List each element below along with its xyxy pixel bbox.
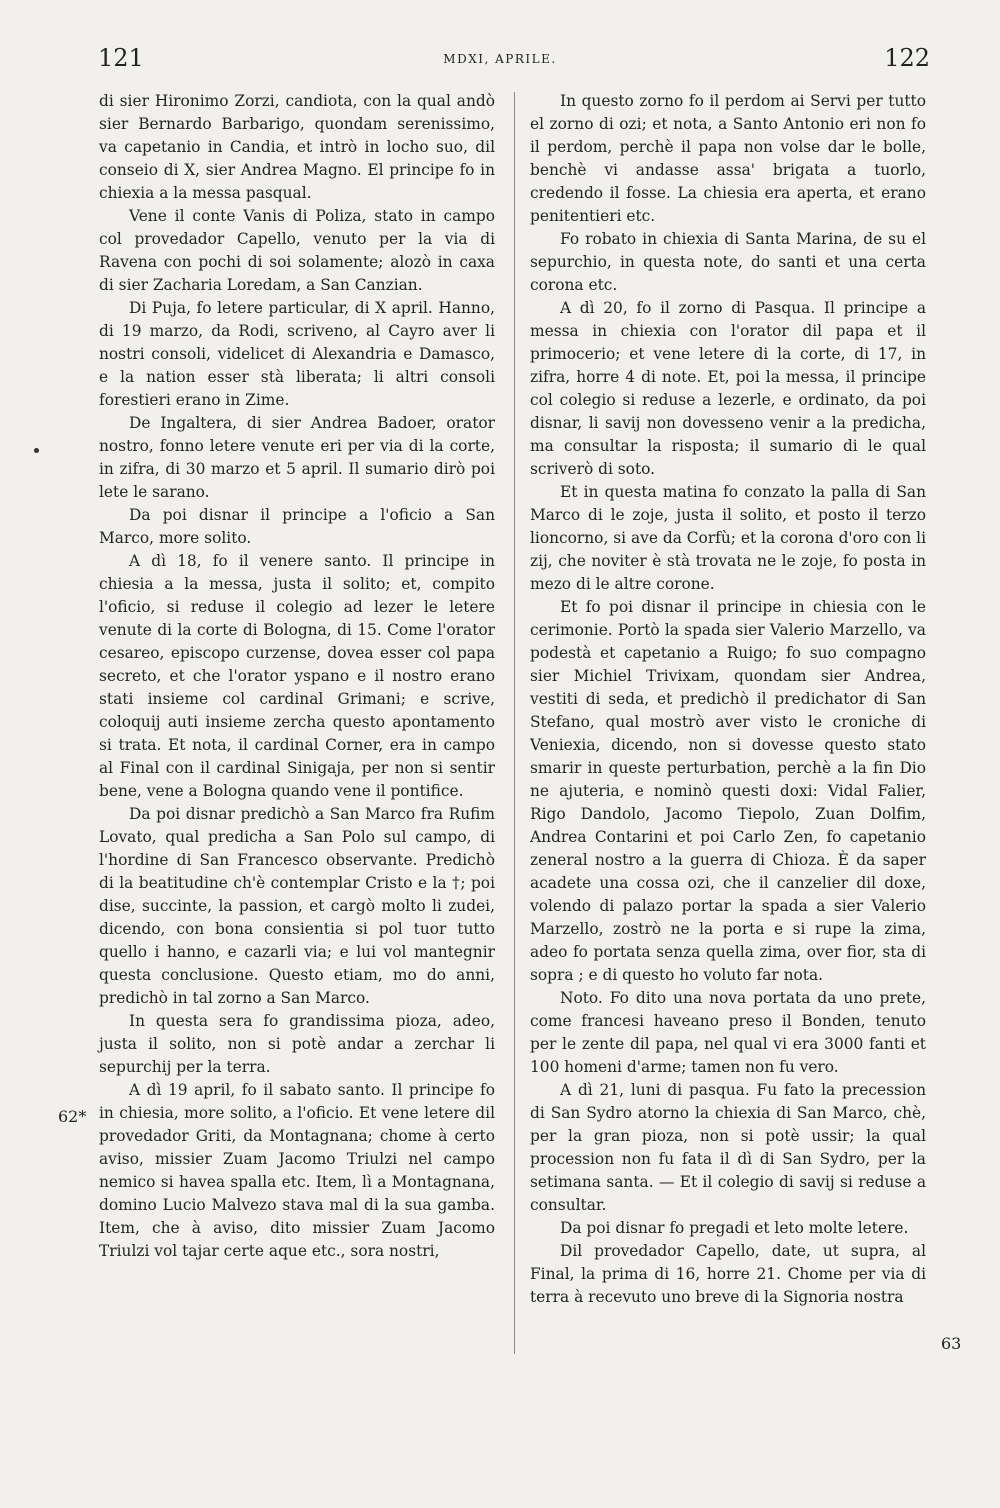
page-header	[0, 0, 1000, 80]
paragraph: Vene il conte Vanis di Poliza, stato in campo col provedador Capello, venuto per la via di Ravena con pochi di soi solamente; alozò in caxa di sier Zacharia Loredam, a San Canzian.	[99, 207, 495, 294]
right-column	[530, 90, 926, 1309]
margin-note-right: 63	[941, 1334, 962, 1353]
paragraph: In questo zorno fo il perdom ai Servi per tutto el zorno di ozi; et nota, a Santo Antonio eri non fo il perdom, perchè il papa non volse dar le bolle, benchè vi andasse assa' brigata a tuorlo, credendo il fosse. La chiesia era aperta, et erano penitentieri etc.	[530, 92, 926, 225]
paragraph: A dì 19 april, fo il sabato santo. Il principe fo in chiesia, more solito, a l'oficio. Et vene letere dil provedador Griti, da Montagnana; chome à certo aviso, missier Zuam Jacomo Triulzi nel campo nemico si havea spalla etc. Item, lì a Montagnana, domino Lucio Malvezo stava mal di la sua gamba. Item, che à aviso, dito missier Zuam Jacomo Triulzi vol tajar certe aque etc., sora nostri,	[99, 1081, 495, 1260]
paragraph: A dì 20, fo il zorno di Pasqua. Il principe a messa in chiexia con l'orator dil papa et il primocerio; et vene letere di la corte, di 17, in zifra, horre 4 di note. Et, poi la messa, il principe col colegio si reduse a lezerle, e ordinato, da poi disnar, li savij non dovesseno venir a la predicha, ma consultar la risposta; il sumario di le qual scriverò di soto.	[530, 299, 926, 478]
paragraph: Da poi disnar predichò a San Marco fra Rufim Lovato, qual predicha a San Polo sul campo, di l'hordine di San Francesco observante. Predichò di la beatitudine ch'è contemplar Cristo e la †; poi dise, succinte, la passion, et cargò molto li zudei, dicendo, con bona consientia si pol tuor tutto quello i hanno, e cazarli via; e lui vol mantegnir questa conclusione. Questo etiam, mo do anni, predichò in tal zorno a San Marco.	[99, 805, 495, 1007]
paragraph: Fo robato in chiexia di Santa Marina, de su el sepurchio, in questa note, do santi et una certa corona etc.	[530, 230, 926, 294]
paragraph: Et in questa matina fo conzato la palla di San Marco di le zoje, justa il solito, et posto il terzo lioncorno, si ave da Corfù; et la corona d'oro con li zij, che noviter è stà trovata ne le zoje, fo posta in mezo di le altre corone.	[530, 483, 926, 593]
paragraph: Noto. Fo dito una nova portata da uno prete, come francesi haveano preso il Bonden, tenuto per le zente dil papa, nel qual vi era 3000 fanti et 100 homeni d'arme; tamen non fu vero.	[530, 989, 926, 1076]
column-divider	[514, 92, 515, 1354]
right-page-number: 122	[884, 44, 930, 72]
running-head: MDXI, APRILE.	[443, 52, 557, 66]
paragraph: In questa sera fo grandissima pioza, adeo, justa il solito, non si potè andar a zerchar li sepurchij per la terra.	[99, 1012, 495, 1076]
paragraph: De Ingaltera, di sier Andrea Badoer, orator nostro, fonno letere venute eri per via di la corte, in zifra, di 30 marzo et 5 april. Il sumario dirò poi lete le sarano.	[99, 414, 495, 501]
left-column	[99, 90, 495, 1263]
paragraph: Et fo poi disnar il principe in chiesia con le cerimonie. Portò la spada sier Valerio Marzello, va podestà et capetanio a Ruigo; fo suo compagno sier Michiel Trivixam, quondam sier Andrea, vestiti di seda, et predichò il predichator di San Stefano, qual mostrò aver visto le croniche di Veniexia, dicendo, non si dovesse questo stato smarir in queste perturbation, perchè a la fin Dio ne ajuteria, e nominò questi doxi: Vidal Falier, Rigo Dandolo, Jacomo Tiepolo, Zuan Dolfim, Andrea Contarini et poi Carlo Zen, fo capetanio zeneral nostro a la guerra di Chioza. È da saper acadete una cossa ozi, che il canzelier dil doxe, volendo di palazo portar la spada a sier Valerio Marzello, zostrò ne la porta e si rupe la zima, adeo fo portata senza quella zima, over fior, sta di sopra ; e di questo ho voluto far nota.	[530, 598, 926, 984]
paragraph: A dì 21, luni di pasqua. Fu fato la precession di San Sydro atorno la chiexia di San Marco, chè, per la gran pioza, non si potè ussir; la qual procession non fu fata il dì di San Sydro, per la setimana santa. — Et il colegio di savij si reduse a consultar.	[530, 1081, 926, 1214]
margin-note-left: 62*	[58, 1107, 87, 1126]
left-page-number: 121	[98, 44, 144, 72]
paragraph: Dil provedador Capello, date, ut supra, al Final, la prima di 16, horre 21. Chome per via di terra à recevuto uno breve di la Signoria nostra	[530, 1242, 926, 1306]
margin-dot-mark	[34, 448, 39, 453]
paragraph: A dì 18, fo il venere santo. Il principe in chiesia a la messa, justa il solito; et, compito l'oficio, si reduse il colegio ad lezer le letere venute di la corte di Bologna, di 15. Come l'orator cesareo, episcopo curzense, dovea esser col papa secreto, et che l'orator yspano e il nostro erano stati insieme col cardinal Grimani; e scrive, coloquij auti insieme zercha questo apontamento si trata. Et nota, il cardinal Corner, era in campo al Final con il cardinal Sinigaja, per non si sentir bene, vene a Bologna quando vene il pontifice.	[99, 552, 495, 800]
paragraph: di sier Hironimo Zorzi, candiota, con la qual andò sier Bernardo Barbarigo, quondam serenissimo, va capetanio in Candia, et intrò in locho suo, dil conseio di X, sier Andrea Magno. El principe fo in chiexia a la messa pasqual.	[99, 92, 495, 202]
paragraph: Da poi disnar fo pregadi et leto molte letere.	[560, 1219, 909, 1237]
paragraph: Di Puja, fo letere particular, di X april. Hanno, di 19 marzo, da Rodi, scriveno, al Cayro aver li nostri consoli, videlicet di Alexandria e Damasco, e la nation esser stà liberata; li altri consoli forestieri erano in Zime.	[99, 299, 495, 409]
paragraph: Da poi disnar il principe a l'oficio a San Marco, more solito.	[99, 506, 495, 547]
